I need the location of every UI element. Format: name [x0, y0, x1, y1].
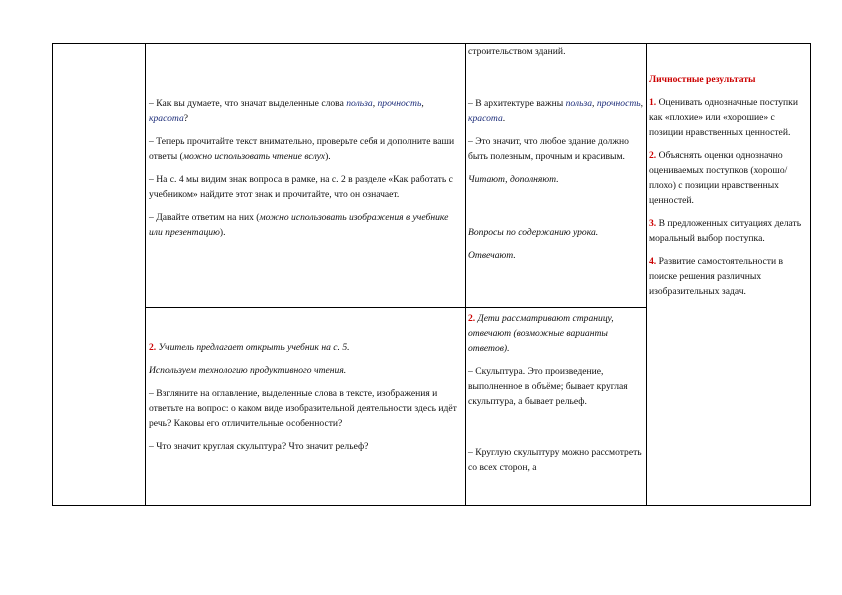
result-1-text: Оценивать однозначные поступки как «плохие» или «хорошие» с позиции нравственных ценностей.	[649, 97, 798, 138]
table-row-divider	[145, 307, 646, 308]
teacher-step-2-number: 2.	[149, 342, 157, 353]
students-continuation-text: строительством зданий.	[468, 46, 566, 57]
students-step-2-text: Дети рассматривают страницу, отвечают (возможные варианты ответов).	[468, 313, 614, 354]
keyword-polza-answer: польза	[565, 98, 593, 109]
results-cell	[649, 72, 807, 299]
students-action-read: Читают, дополняют.	[468, 174, 559, 185]
teacher-q1-prefix: – Как вы думаете, что значат выделенные слова	[149, 98, 347, 109]
students-answer-sculpture: – Скульптура. Это произведение, выполненное в объёме; бывает круглая скульптура, а бывает рельеф.	[468, 366, 628, 407]
row2-teacher-cell	[149, 340, 462, 454]
teacher-q4-end: ).	[219, 227, 226, 238]
teacher-q1-suffix: ?	[183, 113, 189, 124]
table-left-border	[52, 43, 53, 506]
row1-teacher-cell	[149, 96, 462, 240]
row2-students-cell	[468, 311, 644, 475]
teacher-q2-end: ).	[325, 151, 331, 162]
table-column-divider-3	[646, 43, 647, 506]
teacher-question-4	[149, 210, 462, 240]
students-answer-round-sculpture: – Круглую скульптуру можно рассмотреть со всех сторон, а	[468, 447, 642, 473]
keyword-prochnost: прочность	[377, 98, 422, 109]
teacher-q4-note: можно использовать изображения в учебнике или презентацию	[149, 212, 449, 238]
students-a1-prefix: – В архитектуре важны	[468, 98, 566, 109]
result-item-4	[649, 254, 807, 299]
students-answer-2: – Это значит, что любое здание должно быть полезным, прочным и красивым.	[468, 136, 629, 162]
result-item-3	[649, 216, 807, 246]
teacher-question-3: – На с. 4 мы видим знак вопроса в рамке, на с. 2 в разделе «Как работать с учебником» найдите этот знак и прочитайте, что он означает.	[149, 174, 453, 200]
row1-students-cell	[468, 96, 644, 263]
keyword-prochnost-answer: прочность	[596, 98, 641, 109]
table-column-divider-2	[465, 43, 466, 506]
students-action-answer: Отвечают.	[468, 250, 516, 261]
result-2-text: Объяснять оценки однозначно оцениваемых поступков (хорошо/плохо) с позиции нравственных ценностей.	[649, 150, 788, 206]
teacher-technology-note: Используем технологию продуктивного чтения.	[149, 365, 347, 376]
teacher-step-2-text: Учитель предлагает открыть учебник на с. 5.	[156, 342, 350, 353]
keyword-polza: польза	[346, 98, 373, 109]
table-column-divider-1	[145, 43, 146, 506]
table-bottom-border	[52, 505, 810, 506]
result-2-number: 2.	[649, 150, 657, 161]
teacher-question-2	[149, 134, 462, 164]
results-heading: Личностные результаты	[649, 74, 756, 85]
row1-students-top-cell	[468, 44, 644, 59]
students-step-2-number: 2.	[468, 313, 476, 324]
teacher-q2-note: можно использовать чтение вслух	[182, 151, 326, 162]
students-action-questions: Вопросы по содержанию урока.	[468, 227, 599, 238]
students-answer-1: – В архитектуре важны польза, прочность, красота.	[468, 98, 644, 124]
teacher-question-5: – Взгляните на оглавление, выделенные слова в тексте, изображения и ответьте на вопрос: о каком виде изобразительной деятельности здесь идёт речь? Каковы его отличительные особенности?	[149, 388, 457, 429]
teacher-step-2	[149, 340, 462, 355]
result-4-text: Развитие самостоятельности в поиске решения различных изобразительных задач.	[649, 256, 784, 297]
students-step-2	[468, 311, 644, 356]
result-item-2	[649, 148, 807, 208]
table-top-border	[52, 43, 810, 44]
keyword-krasota: красота	[149, 113, 184, 124]
teacher-q4-text: – Давайте ответим на них (	[149, 212, 260, 223]
result-3-number: 3.	[649, 218, 657, 229]
result-3-text: В предложенных ситуациях делать моральный выбор поступка.	[649, 218, 802, 244]
result-4-number: 4.	[649, 256, 657, 267]
result-1-number: 1.	[649, 97, 657, 108]
students-a1-suffix: .	[502, 113, 506, 124]
result-item-1	[649, 95, 807, 140]
table-right-border	[810, 43, 811, 506]
teacher-question-1: – Как вы думаете, что значат выделенные слова польза, прочность, красота?	[149, 98, 424, 124]
keyword-krasota-answer: красота	[468, 113, 503, 124]
teacher-question-6: – Что значит круглая скульптура? Что значит рельеф?	[149, 441, 369, 452]
teacher-q2-text: – Теперь прочитайте текст внимательно, проверьте себя и дополните ваши ответы (	[149, 136, 455, 162]
